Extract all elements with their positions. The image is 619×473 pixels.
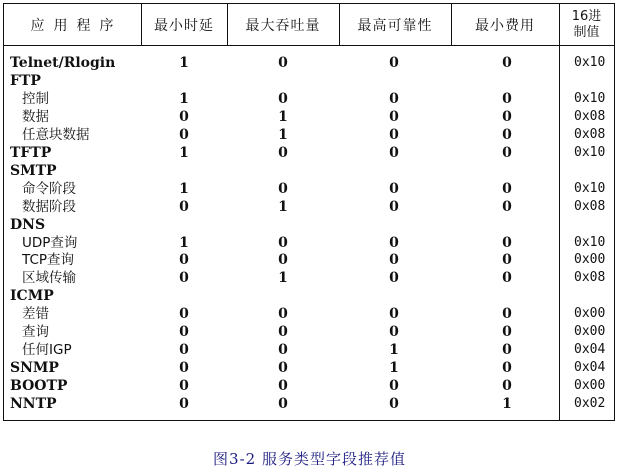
table-row — [4, 323, 614, 341]
flag-value: 0 — [502, 198, 512, 215]
flag-value: 0 — [179, 324, 189, 341]
table-row — [4, 234, 614, 252]
flag-value: 0 — [502, 55, 512, 71]
flag-value: 0 — [179, 126, 189, 143]
flag-value: 0 — [502, 324, 512, 341]
header-hex-value — [559, 4, 614, 45]
flag-value — [492, 72, 522, 90]
flag-value — [169, 287, 199, 305]
flag-value: 1 — [179, 144, 189, 161]
flag-value — [268, 216, 298, 234]
hex-value: 0x08 — [574, 198, 606, 214]
flag-value: 0 — [389, 90, 399, 107]
flag-value — [268, 287, 298, 305]
header-app: 应用程序 — [30, 17, 123, 34]
flag-value: 0 — [179, 378, 189, 395]
flag-value — [492, 162, 522, 180]
flag-value: 1 — [389, 342, 399, 359]
flag-value: 0 — [502, 126, 512, 143]
app-name: TFTP — [10, 144, 52, 161]
flag-value: 0 — [502, 270, 512, 287]
flag-value: 0 — [179, 342, 189, 359]
app-name: SMTP — [10, 162, 57, 179]
table-row — [4, 144, 614, 162]
flag-value: 0 — [278, 144, 288, 161]
flag-value: 1 — [278, 108, 288, 125]
table-row — [4, 216, 614, 234]
hex-value: 0x10 — [574, 90, 606, 106]
table-row — [4, 305, 614, 323]
app-name: Telnet/Rlogin — [10, 55, 116, 71]
flag-value: 0 — [179, 306, 189, 323]
table-row — [4, 72, 614, 90]
app-name: FTP — [10, 72, 41, 89]
table-row — [4, 108, 614, 126]
flag-value — [268, 162, 298, 180]
app-name: 控制 — [22, 90, 49, 107]
flag-value: 0 — [389, 252, 399, 269]
app-name: 任何IGP — [22, 342, 72, 359]
flag-value — [169, 72, 199, 90]
flag-value: 1 — [278, 270, 288, 287]
table-row — [4, 126, 614, 144]
table-row — [4, 395, 614, 413]
flag-value: 1 — [179, 180, 189, 197]
hex-value: 0x10 — [574, 234, 606, 250]
app-name: 查询 — [22, 324, 49, 341]
flag-value: 0 — [389, 378, 399, 395]
header-hex-line1: 16进 — [571, 8, 602, 24]
app-name: 命令阶段 — [22, 180, 76, 197]
flag-value: 0 — [502, 180, 512, 197]
flag-value: 0 — [179, 396, 189, 413]
table-header — [4, 4, 614, 46]
app-name: UDP查询 — [22, 234, 78, 251]
hex-value: 0x02 — [574, 396, 606, 412]
flag-value: 0 — [278, 378, 288, 395]
hex-value: 0x08 — [574, 126, 606, 142]
flag-value — [379, 216, 409, 234]
flag-value: 0 — [502, 252, 512, 269]
hex-value: 0x04 — [574, 342, 606, 358]
flag-value: 0 — [278, 324, 288, 341]
app-name: DNS — [10, 216, 46, 233]
app-name: TCP查询 — [22, 252, 75, 269]
table-row — [4, 359, 614, 377]
flag-value: 0 — [389, 198, 399, 215]
header-hex-line2: 制值 — [573, 24, 600, 40]
hex-value: 0x00 — [574, 252, 606, 268]
table-row — [4, 377, 614, 395]
table-row — [4, 162, 614, 180]
app-name: 数据 — [22, 108, 49, 125]
flag-value: 0 — [389, 396, 399, 413]
flag-value: 0 — [389, 324, 399, 341]
header-max-reliability: 最高可靠性 — [357, 17, 433, 34]
flag-value — [169, 216, 199, 234]
header-max-throughput: 最大吞吐量 — [245, 17, 321, 34]
flag-value: 0 — [502, 378, 512, 395]
flag-value: 1 — [278, 126, 288, 143]
flag-value: 1 — [179, 234, 189, 251]
flag-value: 0 — [278, 342, 288, 359]
flag-value: 0 — [389, 180, 399, 197]
app-name: ICMP — [10, 288, 54, 305]
flag-value: 0 — [179, 270, 189, 287]
flag-value: 0 — [278, 306, 288, 323]
table-row — [4, 341, 614, 359]
hex-value: 0x00 — [574, 306, 606, 322]
flag-value: 1 — [502, 396, 512, 413]
flag-value: 0 — [278, 252, 288, 269]
flag-value: 0 — [389, 55, 399, 71]
table-row — [4, 90, 614, 108]
flag-value — [379, 287, 409, 305]
flag-value — [379, 72, 409, 90]
table-row — [4, 54, 614, 72]
app-name: 数据阶段 — [22, 198, 76, 215]
flag-value: 0 — [278, 360, 288, 377]
flag-value: 0 — [179, 252, 189, 269]
hex-value: 0x10 — [574, 55, 606, 70]
app-name: BOOTP — [10, 378, 68, 395]
app-name: SNMP — [10, 360, 59, 377]
figure-caption: 图3-2 服务类型字段推荐值 — [213, 450, 406, 468]
flag-value: 0 — [179, 198, 189, 215]
flag-value: 0 — [278, 234, 288, 251]
table-row — [4, 269, 614, 287]
flag-value: 0 — [278, 55, 288, 71]
flag-value: 1 — [389, 360, 399, 377]
flag-value: 1 — [179, 55, 189, 71]
flag-value — [169, 162, 199, 180]
tos-table — [3, 3, 615, 421]
flag-value: 0 — [278, 396, 288, 413]
hex-value: 0x10 — [574, 180, 606, 196]
flag-value: 0 — [278, 90, 288, 107]
flag-value: 0 — [179, 360, 189, 377]
header-min-delay: 最小时延 — [154, 17, 214, 34]
flag-value — [492, 216, 522, 234]
flag-value: 0 — [179, 108, 189, 125]
app-name: 差错 — [22, 306, 49, 323]
flag-value: 0 — [502, 108, 512, 125]
flag-value: 1 — [179, 90, 189, 107]
flag-value — [492, 287, 522, 305]
hex-value: 0x08 — [574, 108, 606, 124]
flag-value: 0 — [389, 144, 399, 161]
hex-value: 0x08 — [574, 270, 606, 286]
app-name: 任意块数据 — [22, 126, 90, 143]
flag-value: 0 — [389, 270, 399, 287]
table-row — [4, 198, 614, 216]
flag-value — [379, 162, 409, 180]
flag-value: 1 — [278, 198, 288, 215]
app-name: 区域传输 — [22, 270, 76, 287]
app-name: NNTP — [10, 396, 57, 413]
flag-value: 0 — [389, 126, 399, 143]
flag-value: 0 — [502, 306, 512, 323]
flag-value — [268, 72, 298, 90]
flag-value: 0 — [389, 108, 399, 125]
table-row — [4, 180, 614, 198]
flag-value: 0 — [502, 234, 512, 251]
hex-value: 0x00 — [574, 324, 606, 340]
table-row — [4, 287, 614, 305]
header-min-cost: 最小费用 — [475, 17, 535, 34]
table-row — [4, 251, 614, 269]
hex-value: 0x10 — [574, 144, 606, 160]
flag-value: 0 — [502, 360, 512, 377]
flag-value: 0 — [389, 234, 399, 251]
flag-value: 0 — [278, 180, 288, 197]
flag-value: 0 — [502, 90, 512, 107]
flag-value: 0 — [502, 144, 512, 161]
flag-value: 0 — [502, 342, 512, 359]
hex-value: 0x04 — [574, 360, 606, 376]
flag-value: 0 — [389, 306, 399, 323]
hex-value: 0x00 — [574, 378, 606, 394]
